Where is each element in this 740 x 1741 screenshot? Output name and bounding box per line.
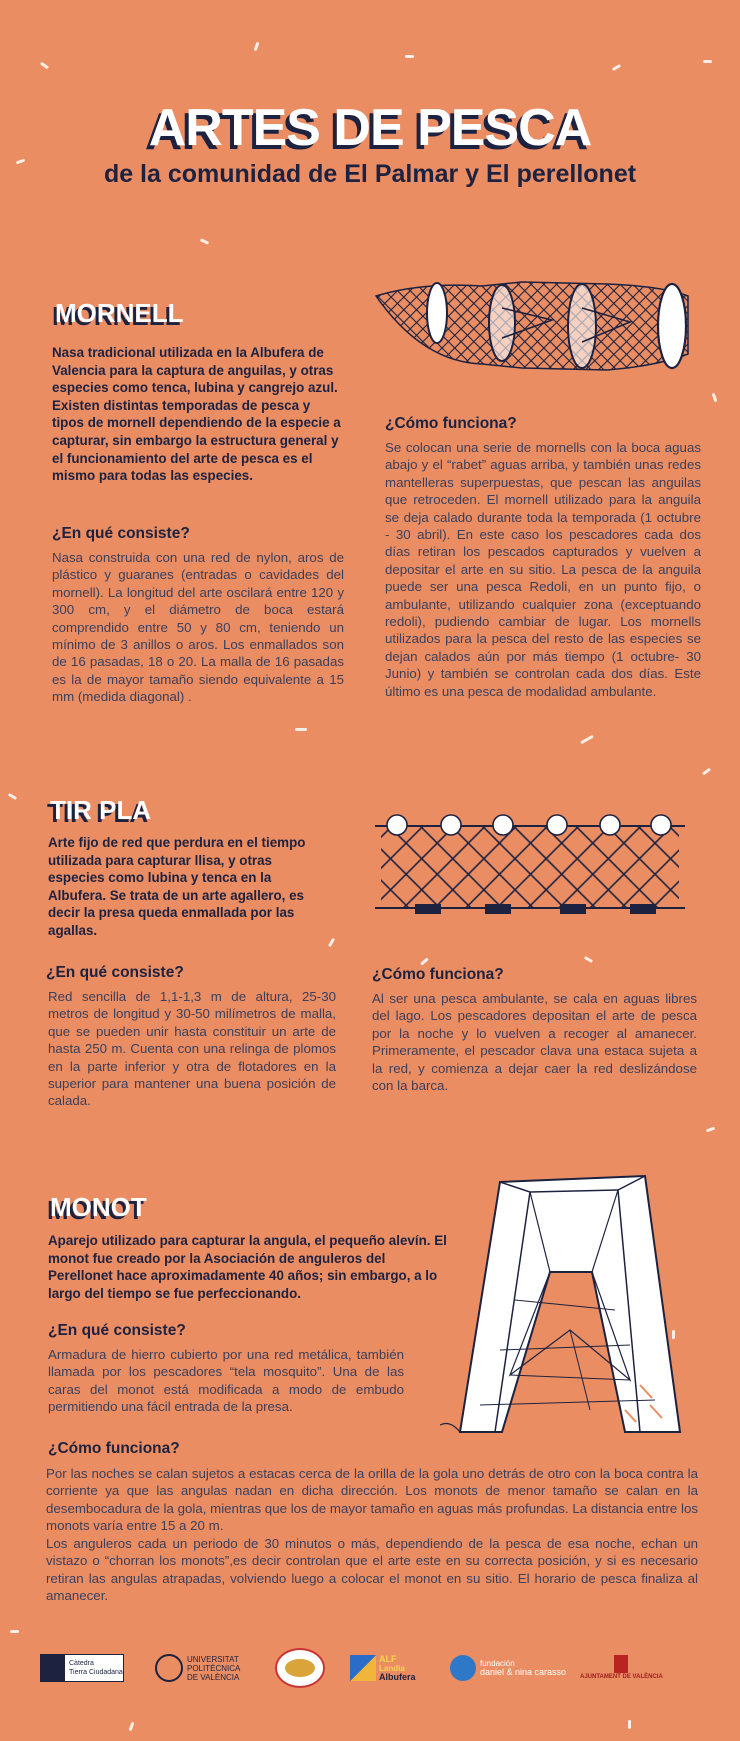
tirpla-consiste-text: Red sencilla de 1,1-1,3 m de altura, 25-30 metros de longitud y 30-50 milímetros de malla, que se pueden unir hasta constituir un arte de hasta 250 m. Cuenta con una relinga de plomos en la parte inferior y otra de flotadores en la superior para mantener una buena posición de calada. [48,989,336,1109]
tirpla-intro: Arte fijo de red que perdura en el tiempo utilizada para capturar llisa, y otras especies como lubina y tenca en la Albufera. Se trata de un arte agallero, es decir la presa queda enmallada por las agallas. [48,835,306,938]
palmar-emblem [275,1648,325,1688]
mornell-consiste-heading: ¿En qué consiste? [52,525,190,542]
upv-logo: UNIVERSITAT POLITÈCNICA DE VALÈNCIA [155,1648,240,1688]
tirpla-title: TIR PLA [50,795,152,825]
alfalandia-logo: ALF Landia Albufera [350,1648,416,1688]
catedra-logo: Càtedra Tierra Ciudadana [40,1648,124,1688]
tirpla-consiste-heading: ¿En qué consiste? [46,964,184,981]
mornell-funciona-text: Se colocan una serie de mornells con la boca aguas abajo y el “rabet” aguas arriba, y también unas redes mantelleras superpuestas, que pescan las anguilas que retroceden. El mornell utilizado para la anguila se deja calado durante toda la temporada (1 octubre - 30 abril). En este caso los pescadores cada dos días retiran los pescados capturados y vuelven a depositar el arte en su sitio. La pesca de la anguila puede ser una pesca Redoli, en un punto fijo, o ambulante, utilizando cualquier zona (exceptuando redoli), pudiendo cambiar de lugar. Los mornells utilizados para la pesca del resto de las especies se dejan calados aún por más tiempo (1 octubre- 30 Junio) y también se controlan cada dos días. Este último es una pesca de modalidad ambulante. [385,440,701,699]
page-subtitle: de la comunidad de El Palmar y El perellonet [103,160,637,188]
fundacion-carasso-logo: fundación daniel & nina carasso [450,1648,566,1688]
monot-title: MONOT [50,1192,147,1222]
monot-funciona-heading: ¿Cómo funciona? [48,1440,180,1457]
tirpla-illustration [375,812,685,930]
monot-intro: Aparejo utilizado para capturar la angula, el pequeño alevín. El monot fue creado por la Asociación de anguleros del Perellonet hace aproximadamente 40 años; sin embargo, a lo largo del tiempo se fue perfeccionando. [48,1233,447,1301]
tirpla-funciona-text: Al ser una pesca ambulante, se cala en aguas libres del lago. Los pescadores depositan el arte de pesca por la noche y lo vuelven a recoger al amanecer. Primeramente, el pescador clava una estaca sujeta a la red, y comienza a dejar caer la red deslizándose con la barca. [372,991,697,1094]
monot-funciona-text-2: Los anguleros cada un periodo de 30 minutos o más, dependiendo de la pesca de esa noche, echan un vistazo o “chorran los monots”,es decir controlan que el arte este en su correcta posición, y si es necesario retiran las angulas atrapadas, volviendo luego a colocar el monot en su sitio. El horario de pesca finaliza al amanecer. [46,1536,698,1604]
mornell-consiste-text: Nasa construida con una red de nylon, aros de plástico y guaranes (entradas o cavidades del mornell). La longitud del arte oscilará entre 120 y 300 cm, y el diámetro de boca estará comprendido entre 50 y 80 cm, teniendo un mínimo de 3 anillos o aros. Los enmallados son de 16 pasadas, 18 o 20. La malla de 16 pasadas es la de mayor tamaño siendo equivalente a 15 mm (medida diagonal) . [52,550,344,705]
monot-funciona-text-1: Por las noches se calan sujetos a estacas cerca de la orilla de la gola uno detrás de otro con la boca contra la corriente ya que las angulas nadan en dicha dirección. Los monots de menor tamaño se calan en la desembocadura de la gola, mientras que los de mayor tamaño en aguas más profundas. La distancia entre los monots varía entre 15 a 20 m. [46,1466,698,1534]
mornell-funciona-heading: ¿Cómo funciona? [385,415,517,432]
ajuntament-logo: AJUNTAMENT DE VALÈNCIA [580,1648,663,1688]
monot-consiste-heading: ¿En qué consiste? [48,1322,186,1339]
mornell-intro: Nasa tradicional utilizada en la Albufera de Valencia para la captura de anguilas, y otras especies como tenca, lubina y cangrejo azul. Existen distintas temporadas de pesca y tipos de mornell dependiendo de la especie a capturar, sin embargo la estructura general y el funcionamiento del arte de pesca es el mismo para todas las especies. [52,345,341,484]
mornell-title: MORNELL [55,298,184,328]
tirpla-funciona-heading: ¿Cómo funciona? [372,966,504,983]
sponsor-logos [40,1648,700,1688]
monot-consiste-text: Armadura de hierro cubierto por una red metálica, también llamada por los pescadores “tela mosquito”. Una de las caras del monot está modificada a modo de embudo permitiendo una fácil entrada de la presa. [48,1347,404,1415]
monot-illustration [440,1170,690,1440]
mornell-illustration [372,278,692,378]
page-title: ARTES DE PESCA [148,99,592,157]
